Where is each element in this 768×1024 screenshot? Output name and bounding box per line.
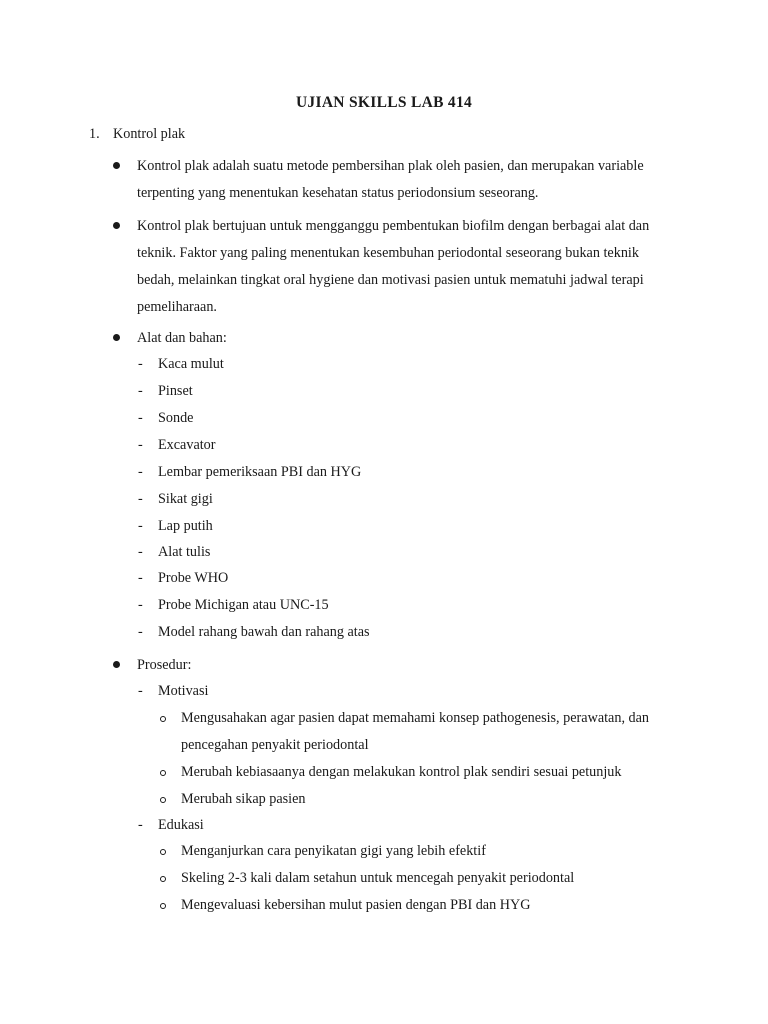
dash-marker: - [138,817,143,833]
circle-bullet [160,849,166,855]
dash-marker: - [138,464,143,480]
bullet-2-line-4: pemeliharaan. [137,299,217,315]
bullet-dot [113,334,120,341]
dash-marker: - [138,383,143,399]
section-heading: Kontrol plak [113,126,186,142]
circle-bullet [160,770,166,776]
tools-heading: Alat dan bahan: [137,330,227,346]
bullet-1-line-1: Kontrol plak adalah suatu metode pembersihan plak oleh pasien, dan merupakan variable [137,158,644,174]
edukasi-item: Menganjurkan cara penyikatan gigi yang lebih efektif [181,843,486,859]
circle-bullet [160,716,166,722]
procedure-heading: Prosedur: [137,657,192,673]
tool-item: Probe WHO [158,570,229,586]
dash-marker: - [138,570,143,586]
circle-bullet [160,903,166,909]
dash-marker: - [138,544,143,560]
bullet-2-line-2: teknik. Faktor yang paling menentukan kesembuhan periodontal seseorang bukan teknik [137,245,639,261]
dash-marker: - [138,437,143,453]
bullet-dot [113,162,120,169]
dash-marker: - [138,491,143,507]
dash-marker: - [138,683,143,699]
dash-marker: - [138,518,143,534]
bullet-dot [113,222,120,229]
edukasi-label: Edukasi [158,817,204,833]
dash-marker: - [138,356,143,372]
dash-marker: - [138,597,143,613]
tool-item: Sonde [158,410,194,426]
dash-marker: - [138,410,143,426]
bullet-1-line-2: terpenting yang menentukan kesehatan status periodonsium seseorang. [137,185,539,201]
document-title: UJIAN SKILLS LAB 414 [295,94,473,111]
motivasi-item: Merubah kebiasaanya dengan melakukan kontrol plak sendiri sesuai petunjuk [181,764,622,780]
tool-item: Alat tulis [158,544,211,560]
bullet-2-line-3: bedah, melainkan tingkat oral hygiene dan motivasi pasien untuk mematuhi jadwal terapi [137,272,644,288]
tool-item: Excavator [158,437,216,453]
motivasi-item-continued: pencegahan penyakit periodontal [181,737,369,753]
tool-item: Model rahang bawah dan rahang atas [158,624,370,640]
dash-marker: - [138,624,143,640]
motivasi-label: Motivasi [158,683,209,699]
tool-item: Pinset [158,383,193,399]
bullet-dot [113,661,120,668]
tool-item: Kaca mulut [158,356,224,372]
section-number: 1. [89,126,100,142]
tool-item: Lembar pemeriksaan PBI dan HYG [158,464,362,480]
edukasi-item: Mengevaluasi kebersihan mulut pasien dengan PBI dan HYG [181,897,531,913]
tool-item: Probe Michigan atau UNC-15 [158,597,329,613]
bullet-2-line-1: Kontrol plak bertujuan untuk mengganggu pembentukan biofilm dengan berbagai alat dan [137,218,650,234]
circle-bullet [160,876,166,882]
motivasi-item: Mengusahakan agar pasien dapat memahami konsep pathogenesis, perawatan, dan [181,710,650,726]
tool-item: Lap putih [158,518,213,534]
tool-item: Sikat gigi [158,491,213,507]
circle-bullet [160,797,166,803]
edukasi-item: Skeling 2-3 kali dalam setahun untuk mencegah penyakit periodontal [181,870,575,886]
motivasi-item: Merubah sikap pasien [181,791,306,807]
